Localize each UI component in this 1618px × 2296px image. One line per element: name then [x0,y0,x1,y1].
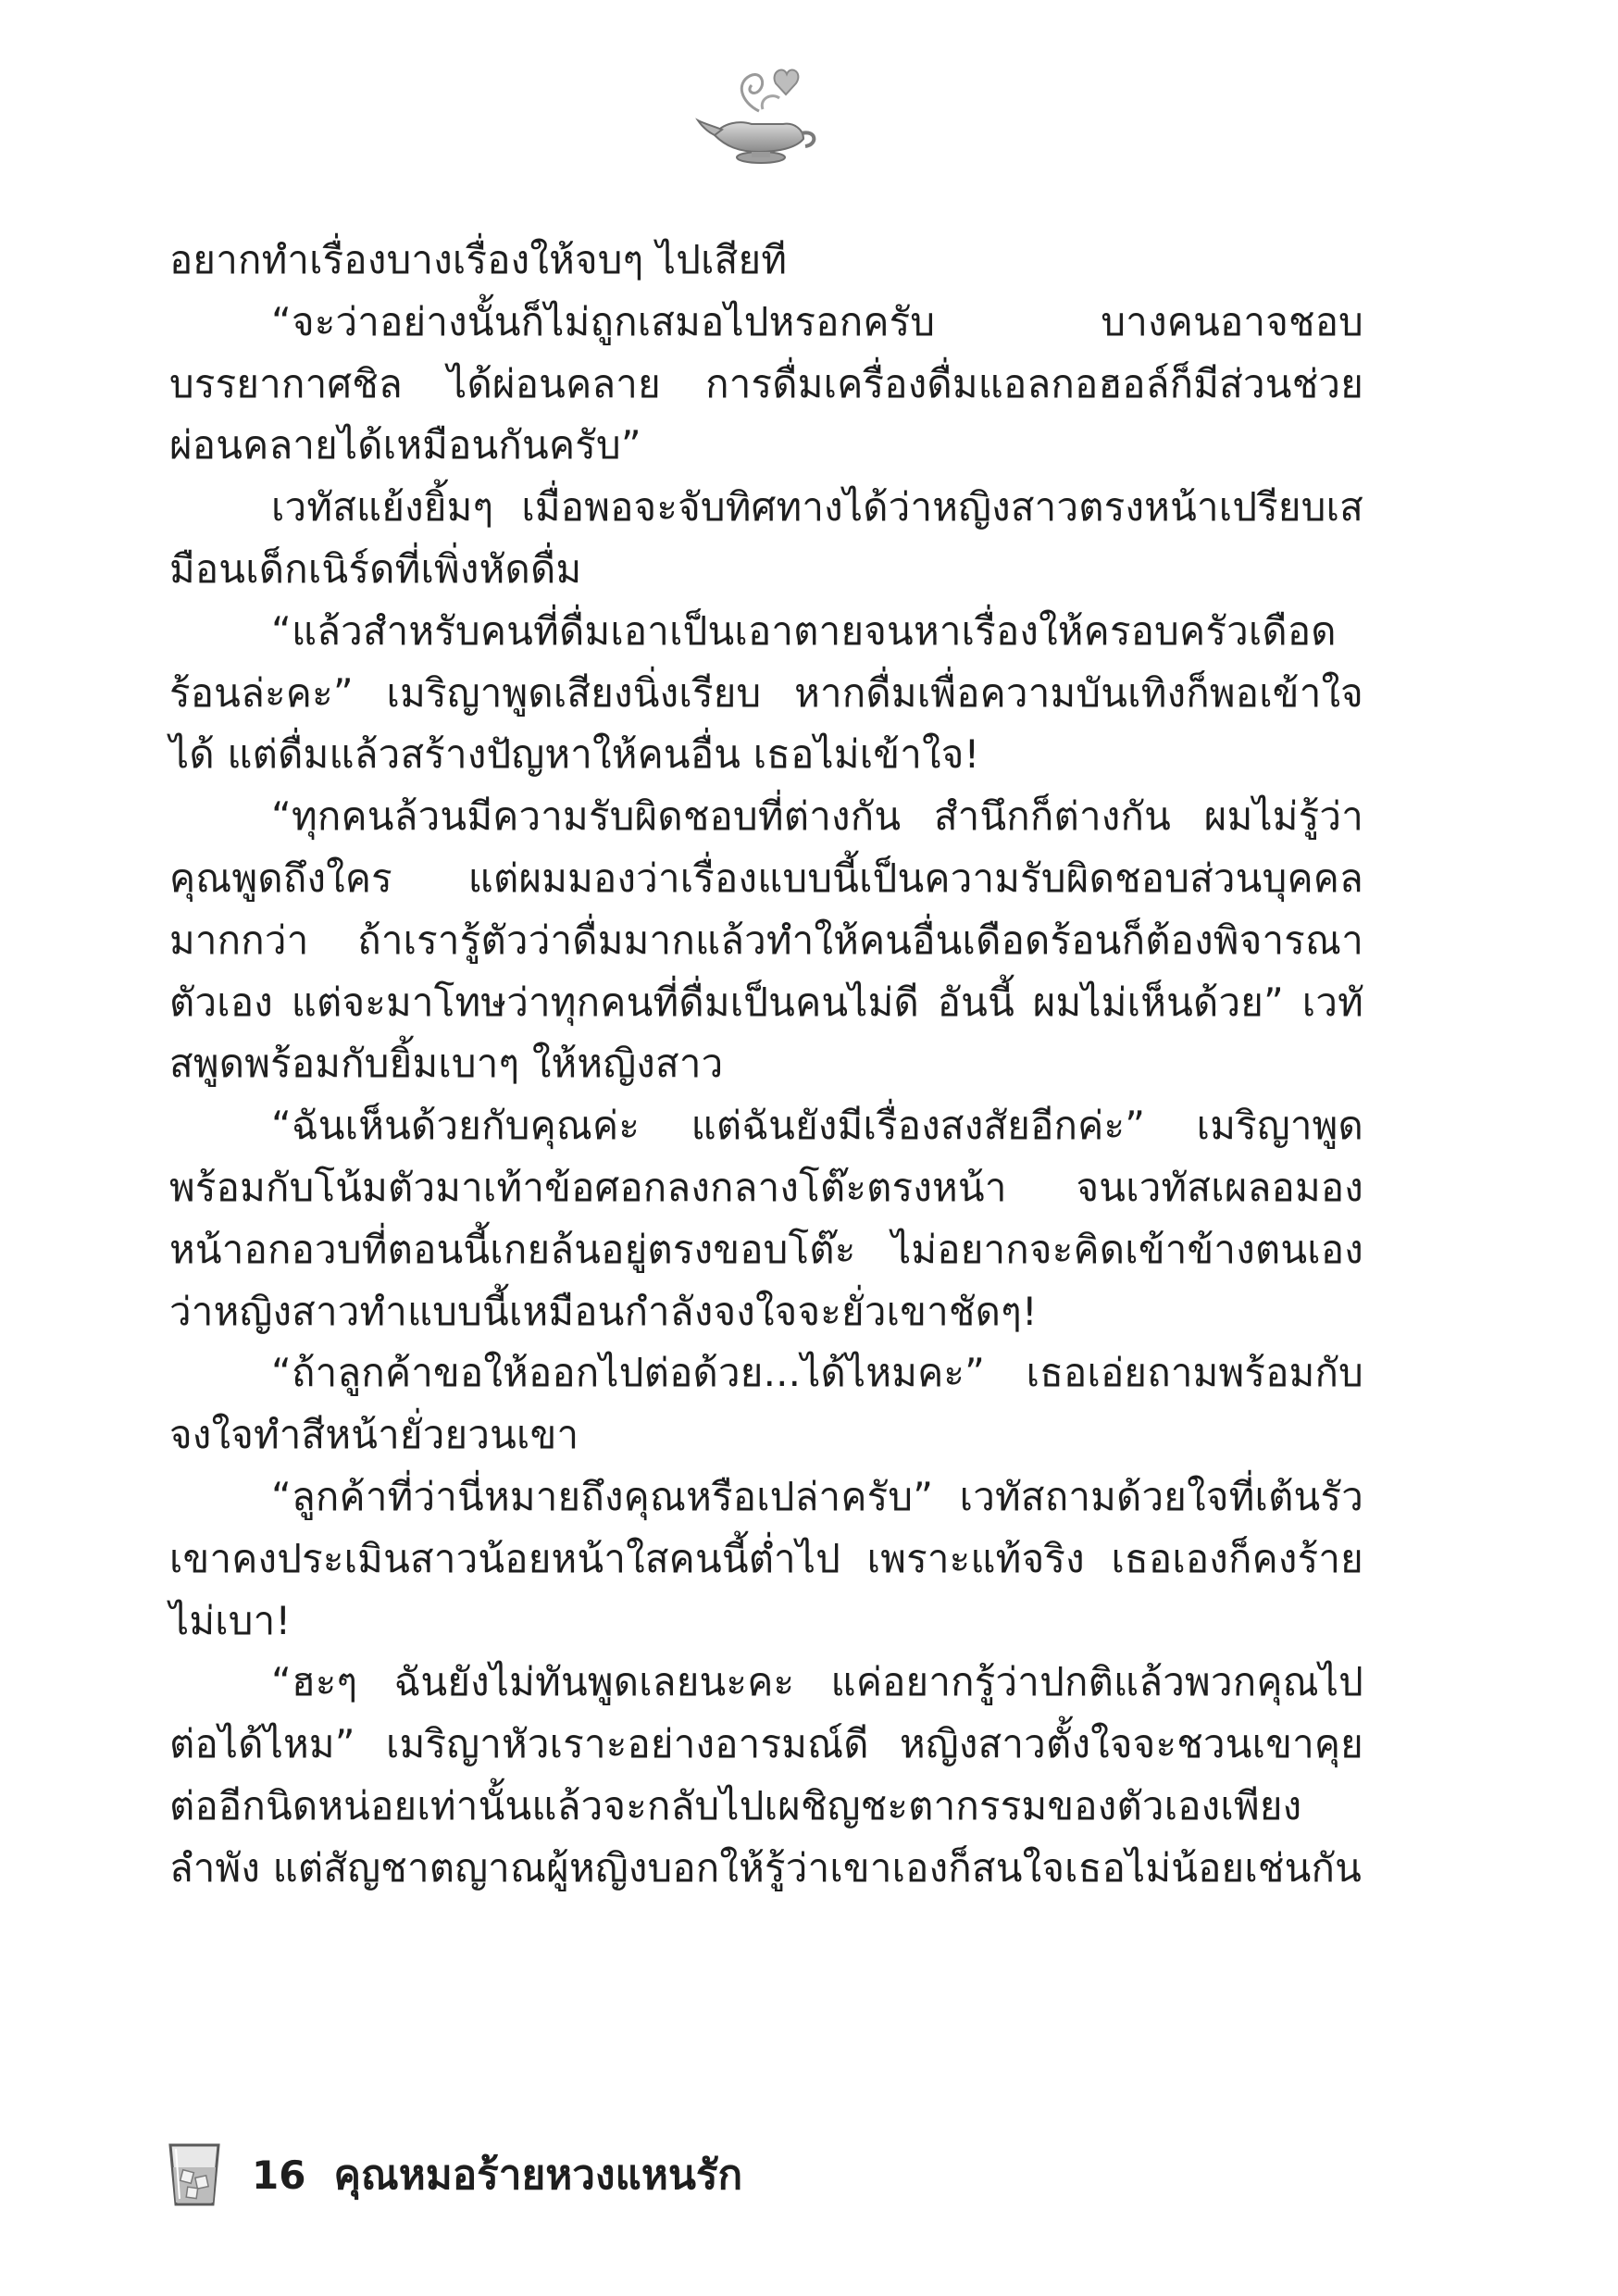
paragraph: เวทัสแย้งยิ้มๆ เมื่อพอจะจับทิศทางได้ว่าหญิงสาวตรงหน้าเปรียบเสมือนเด็กเนิร์ดที่เพิ่งหัดดื่ม [169,484,1363,592]
paragraph: “ลูกค้าที่ว่านี่หมายถึงคุณหรือเปล่าครับ” เวทัสถามด้วยใจที่เต้นรัว เขาคงประเมินสาวน้อยหน้าใสคนนี้ต่ำไป เพราะแท้จริง เธอเองก็คงร้ายไม่เบา! [169,1473,1363,1643]
genie-lamp-icon [694,56,824,176]
paragraph: “ฉันเห็นด้วยกับคุณค่ะ แต่ฉันยังมีเรื่องสงสัยอีกค่ะ” เมริญาพูดพร้อมกับโน้มตัวมาเท้าข้อศอกลงกลางโต๊ะตรงหน้า จนเวทัสเผลอมองหน้าอกอวบที่ตอนนี้เกยล้นอยู่ตรงขอบโต๊ะ ไม่อยากจะคิดเข้าข้างตนเองว่าหญิงสาวทำแบบนี้เหมือนกำลังจงใจจะยั่วเขาชัดๆ! [169,1103,1363,1334]
glass-icon [165,2140,224,2210]
paragraph: “ทุกคนล้วนมีความรับผิดชอบที่ต่างกัน สำนึกก็ต่างกัน ผมไม่รู้ว่าคุณพูดถึงใคร แต่ผมมองว่าเรื่องแบบนี้เป็นความรับผิดชอบส่วนบุคคลมากกว่า ถ้าเรารู้ตัวว่าดื่มมากแล้วทำให้คนอื่นเดือดร้อนก็ต้องพิจารณาตัวเอง แต่จะมาโทษว่าทุกคนที่ดื่มเป็นคนไม่ดี อันนี้ ผมไม่เห็นด้วย” เวทัสพูดพร้อมกับยิ้มเบาๆ ให้หญิงสาว [169,793,1363,1087]
paragraph: “จะว่าอย่างนั้นก็ไม่ถูกเสมอไปหรอกครับ บางคนอาจชอบบรรยากาศชิล ได้ผ่อนคลาย การดื่มเครื่องดื่มแอลกอฮอล์ก็มีส่วนช่วยผ่อนคลายได้เหมือนกันครับ” [169,298,1363,468]
story-text [169,230,1363,1900]
paragraph: “แล้วสำหรับคนที่ดื่มเอาเป็นเอาตายจนหาเรื่องให้ครอบครัวเดือดร้อนล่ะคะ” เมริญาพูดเสียงนิ่งเรียบ หากดื่มเพื่อความบันเทิงก็พอเข้าใจได้ แต่ดื่มแล้วสร้างปัญหาให้คนอื่น เธอไม่เข้าใจ! [169,607,1363,778]
page-number: 16 [252,2152,306,2198]
paragraph: “ถ้าลูกค้าขอให้ออกไปต่อด้วย...ได้ไหมคะ” เธอเอ่ยถามพร้อมกับจงใจทำสีหน้ายั่วยวนเขา [169,1350,1363,1458]
page-footer [165,2133,742,2216]
paragraph: อยากทำเรื่องบางเรื่องให้จบๆ ไปเสียที [169,237,788,282]
paragraph: “ฮะๆ ฉันยังไม่ทันพูดเลยนะคะ แค่อยากรู้ว่าปกติแล้วพวกคุณไปต่อได้ไหม” เมริญาหัวเราะอย่างอารมณ์ดี หญิงสาวตั้งใจจะชวนเขาคุยต่ออีกนิดหน่อยเท่านั้นแล้วจะกลับไปเผชิญชะตากรรมของตัวเองเพียงลำพัง แต่สัญชาตญาณผู้หญิงบอกให้รู้ว่าเขาเองก็สนใจเธอไม่น้อยเช่นกัน [169,1659,1363,1890]
book-title: คุณหมอร้ายหวงแหนรัก [333,2152,743,2199]
